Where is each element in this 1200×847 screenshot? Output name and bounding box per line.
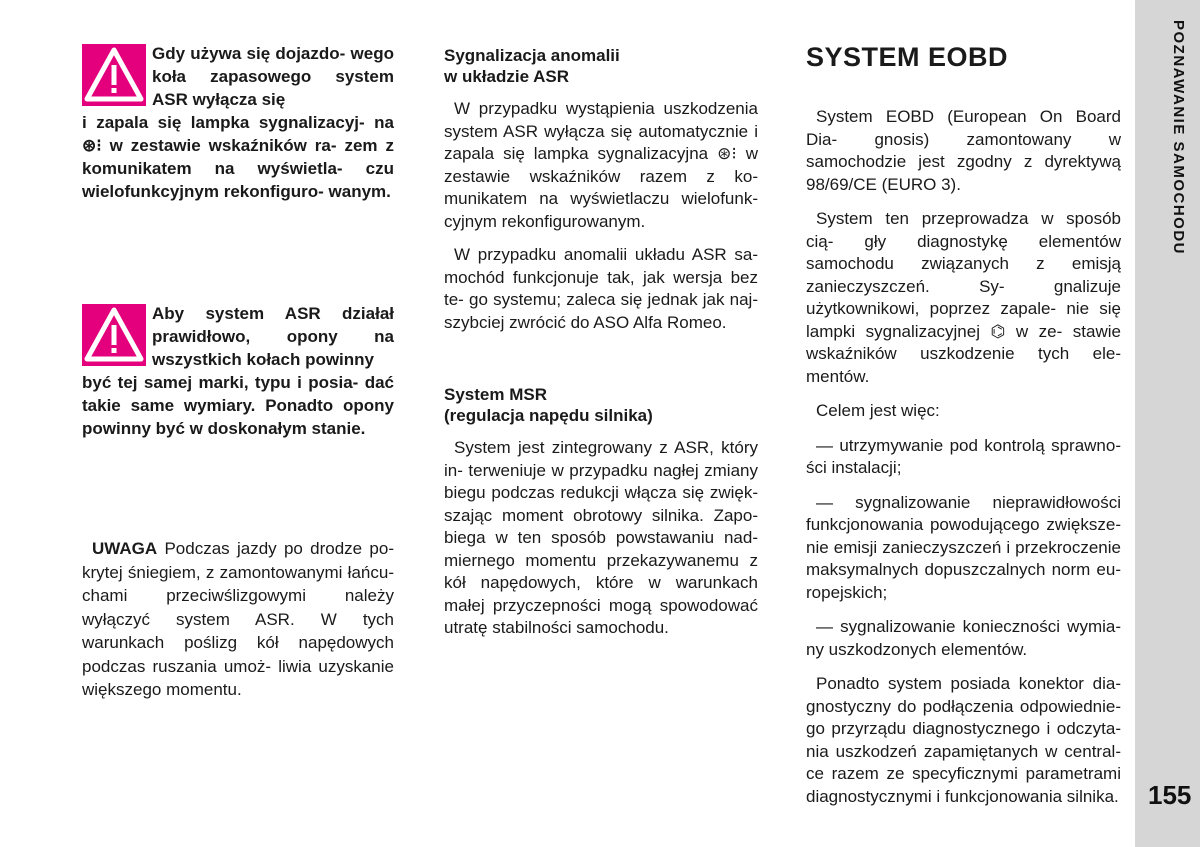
section-sidebar (1135, 0, 1200, 847)
asr-anomaly-section (444, 45, 758, 334)
msr-heading-line2: (regulacja napędu silnika) (444, 406, 653, 425)
warning-text-rest: i zapala się lampka sygnalizacyj- na ⊛⁝ w zestawie wskaźników ra- zem z komunikatem na wyświetla- czu wielofunkcyjnym rekonfiguro- wanym. (82, 113, 394, 201)
note-text: Podczas jazdy po drodze po- krytej śniegiem, z zamontowanymi łańcu- chami przeciwślizgowymi należy wyłączyć system ASR. W tych warunkach poślizg kół napędowych podczas ruszania umoż- liwia uzyskanie większego momentu. (82, 539, 394, 699)
warning-text-first-lines: Gdy używa się dojazdo- wego koła zapasowego system ASR wyłącza się (152, 44, 394, 109)
eobd-paragraph-3: Celem jest więc: (816, 401, 940, 420)
warning-spare-wheel (82, 42, 394, 203)
note-label: UWAGA (92, 539, 158, 558)
msr-heading-line1: System MSR (444, 385, 547, 404)
page-title: SYSTEM EOBD (806, 42, 1009, 72)
eobd-paragraph-4: Ponadto system posiada konektor dia- gnostyczny do podłączenia odpowiednie- go przyrządu diagnostycznego i odczyta- nia uszkodzeń zapamiętanych w central- ce razem ze specyficznymi parametrami diagnostycznymi i funkcjonowania silnika. (806, 674, 1121, 806)
note-uwaga (82, 537, 394, 702)
eobd-paragraph-2: System ten przeprowadza w sposób cią- gły diagnostykę elementów samochodu związanych z emisją zanieczyszczeń. Sy- gnalizuje użytkownikowi, poprzez zapale- nie się lampki sygnalizacyjnej ⌬ w ze- stawie wskaźników uszkodzenie tych ele- mentów. (806, 209, 1121, 386)
asr-paragraph-2: W przypadku anomalii układu ASR sa- mochód funkcjonuje tak, jak wersja bez te- go systemu; zaleca się jednak jak naj- szybciej zwrócić do ASO Alfa Romeo. (444, 245, 758, 332)
eobd-list-item-1: — utrzymywanie pod kontrolą sprawno- ści instalacji; (806, 435, 1121, 477)
section-title-vertical: POZNAWANIE SAMOCHODU (1170, 20, 1187, 256)
eobd-list-item-3: — sygnalizowanie konieczności wymia- ny uszkodzonych elementów. (806, 617, 1121, 659)
msr-section (444, 384, 758, 640)
eobd-paragraph-1: System EOBD (European On Board Dia- gnosis) zamontowany w samochodzie jest zgodny z dyrektywą 98/69/CE (EURO 3). (806, 107, 1121, 194)
eobd-section (806, 106, 1121, 820)
warning-text-rest: być tej samej marki, typu i posia- dać takie same wymiary. Ponadto opony powinny być w doskonałym stanie. (82, 373, 394, 438)
page-number: 155 (1148, 780, 1192, 810)
asr-paragraph-1: W przypadku wystąpienia uszkodzenia system ASR wyłącza się automatycznie i zapala się lampka sygnalizacyjna ⊛⁝ w zestawie wskaźników razem z ko- munikatem na wyświetlaczu wielofunk- cyjnym rekonfigurowanym. (444, 99, 758, 231)
asr-heading-line2: w układzie ASR (444, 67, 570, 86)
eobd-list-item-2: — sygnalizowanie nieprawidłowości funkcjonowania powodującego zwiększe- nie emisji zanieczyszczeń i przekroczenie maksymalnych dopuszczalnych norm eu- ropejskich; (806, 492, 1121, 602)
warning-text-first-lines: Aby system ASR działał prawidłowo, opony na wszystkich kołach powinny (152, 304, 394, 369)
msr-paragraph: System jest zintegrowany z ASR, który in- terweniuje w przypadku nagłej zmiany biegu podczas redukcji włącza się zwięk- szając moment obrotowy silnika. Zapo- biega w ten sposób powstawaniu nad- miernego momentu przekazywanemu z kół napędowych, które w warunkach małej przyczepności mogą spowodować utratę stabilności samochodu. (444, 438, 758, 637)
warning-tires (82, 302, 394, 440)
asr-heading-line1: Sygnalizacja anomalii (444, 46, 620, 65)
